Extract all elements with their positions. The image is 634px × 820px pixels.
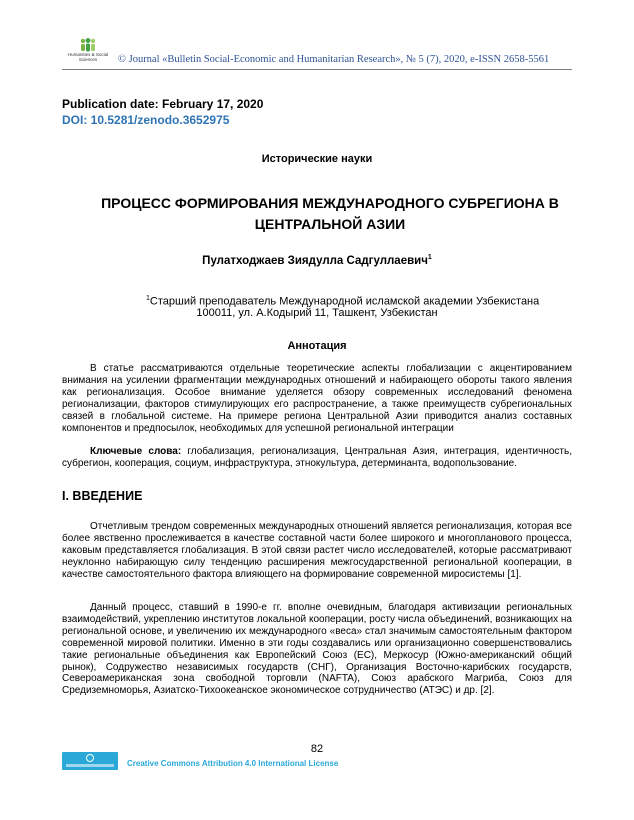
keywords <box>62 446 572 470</box>
affiliation-sup: 1 <box>146 295 150 302</box>
page-number: 82 <box>310 743 324 755</box>
journal-line: © Journal «Bulletin Social-Economic and Humanitarian Research», № 5 (7), 2020, e-ISSN 2658-5561 <box>118 54 550 65</box>
article-title <box>80 193 580 235</box>
cc-by-badge-icon[interactable] <box>62 752 118 770</box>
keywords-label: Ключевые слова: <box>90 446 182 457</box>
abstract-heading: Аннотация <box>287 340 347 352</box>
doi-link[interactable]: DOI: 10.5281/zenodo.3652975 <box>62 113 230 127</box>
people-logo-icon <box>77 38 99 52</box>
body-paragraph: Отчетливым трендом современных международных отношений является регионализация, которая все более явственно прослеживается в качестве составной части более широкого и многопланового процесса, каковым представляется глобализация. В этой связи растет число исследователей, которые рассматривают неуклонно набирающую силу тенденцию расширения межгосударственной региональной кооперации, в качестве самостоятельного фактора влияющего на формирование современной миросистемы [1]. <box>62 521 572 580</box>
body-paragraph: Данный процесс, ставший в 1990-е гг. вполне очевидным, благодаря активизации региональных взаимодействий, укреплению институтов локальной кооперации, росту числа объединений, возникающих на региональной основе, и увеличению их международного «веса» стал значимым самостоятельным фактором современной мировой политики. Именно в эти годы создавались или организационно совершенствовались такие региональные объединения как Европейский Союз (ЕС), Меркосур (Южно-американский общий рынок), Содружество независимых государств (СНГ), Организация Восточно-карибских государств, Североамериканская зона свободной торговли (NAFTA), Союз арабского Магриба, Союз для Средиземноморья, Азиатско-Тихоокеанское экономическое сотрудничество (АТЭС) и др. [2]. <box>62 602 572 697</box>
title-line: ПРОЦЕСС ФОРМИРОВАНИЯ МЕЖДУНАРОДНОГО СУБРЕГИОНА В <box>101 195 559 211</box>
address: 100011, ул. А.Кодырий 11, Ташкент, Узбекистан <box>196 307 438 319</box>
logo-text-line: Sciences <box>78 57 98 62</box>
title-line: ЦЕНТРАЛЬНОЙ АЗИИ <box>254 216 406 232</box>
logo-text-line: Humanities & Social <box>67 52 109 57</box>
journal-logo <box>62 38 114 62</box>
license-link[interactable]: Creative Commons Attribution 4.0 International License <box>127 759 339 768</box>
section-heading: I. ВВЕДЕНИЕ <box>62 489 143 503</box>
keywords-list: глобализация, регионализация, Центральная Азия, интеграция, идентичность, субрегион, кооперация, социум, инфраструктура, этнокультура, детерминанта, водопользование. <box>62 446 572 469</box>
author-sup: 1 <box>427 254 432 261</box>
affiliation-text: Старший преподаватель Международной исламской академии Узбекистана <box>149 295 540 308</box>
author-name <box>0 254 634 267</box>
abstract-text: В статье рассматриваются отдельные теоретические аспекты глобализации с акцентированием внимания на усилении фрагментации международных отношений и набирающего обороты такого явления как регионализация. Особое внимание уделяется обзору современных исследований феномена регионализации, факторов стимулирующих его распространение, а также преимуществ субрегиональных связей в глобальной системе. На примере региона Центральной Азии приводится анализ составных компонентов и предпосылок, необходимых для успешной региональной интеграции <box>62 363 572 434</box>
subject-field: Исторические науки <box>261 153 373 165</box>
publication-date: Publication date: February 17, 2020 <box>62 97 264 111</box>
author-text: Пулатходжаев Зиядулла Садгуллаевич <box>202 254 428 267</box>
header-divider <box>62 69 572 70</box>
